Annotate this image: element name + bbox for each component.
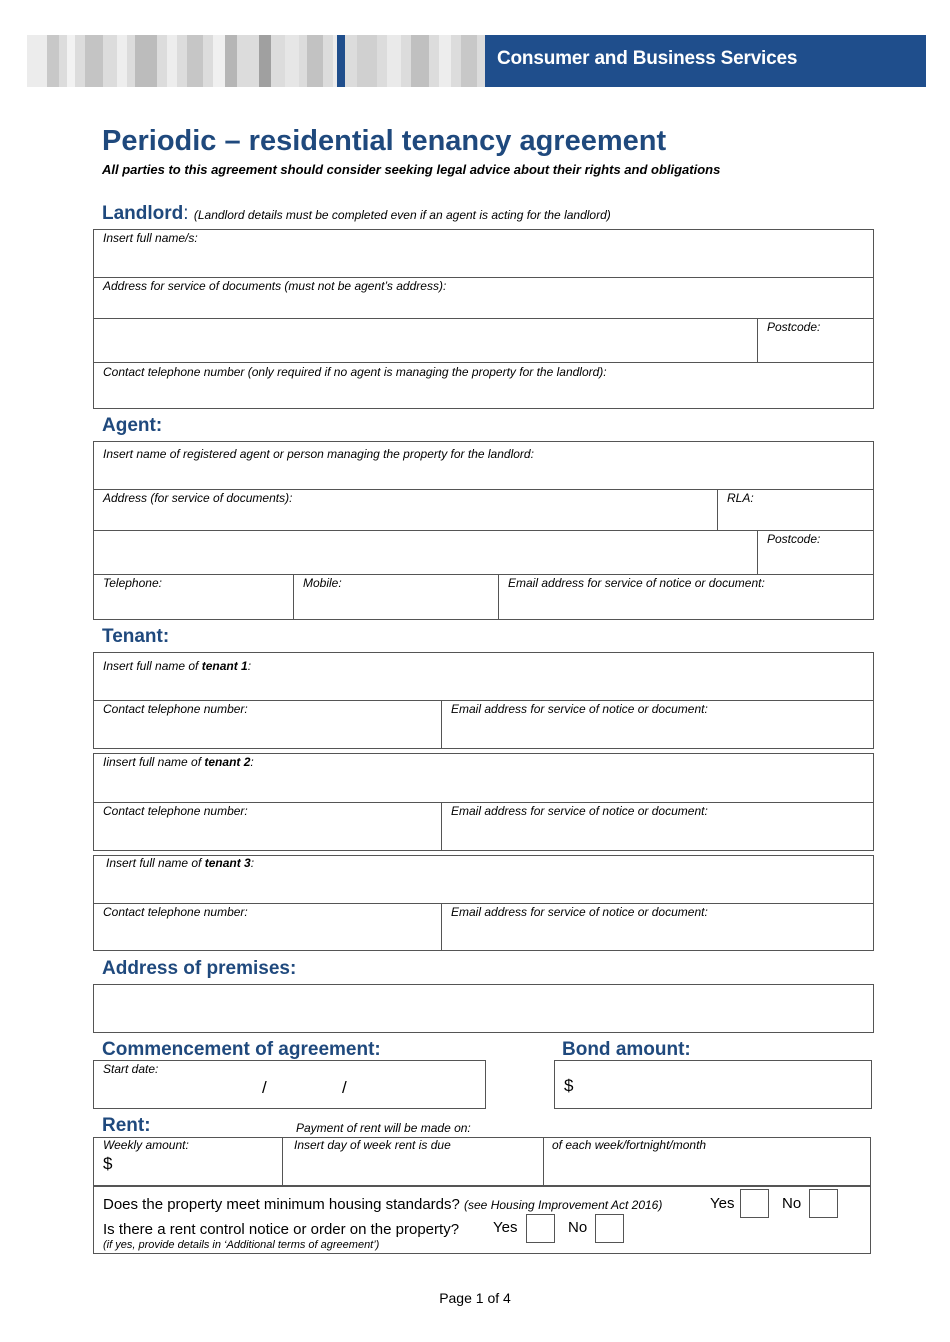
tenant-3-name-field[interactable]: Insert full name of tenant 3: xyxy=(106,856,255,870)
q1-yes-checkbox[interactable] xyxy=(740,1189,769,1218)
q2-no-checkbox[interactable] xyxy=(595,1214,624,1243)
agent-address-field[interactable]: Address (for service of documents): xyxy=(103,491,293,505)
commencement-heading: Commencement of agreement: xyxy=(102,1039,381,1060)
tenant-1-email-field[interactable]: Email address for service of notice or document: xyxy=(451,702,708,716)
start-date-label: Start date: xyxy=(103,1062,159,1076)
landlord-heading-text: Landlord xyxy=(102,203,184,224)
page-number: Page 1 of 4 xyxy=(439,1290,511,1306)
agent-rla-field[interactable]: RLA: xyxy=(727,491,754,505)
question-rent-control-note: (if yes, provide details in ‘Additional terms of agreement’) xyxy=(103,1239,380,1251)
question-rent-control: Is there a rent control notice or order on the property? xyxy=(103,1221,460,1238)
bond-currency: $ xyxy=(564,1076,574,1095)
agent-heading: Agent: xyxy=(102,415,163,436)
rent-day-due-field[interactable]: Insert day of week rent is due xyxy=(294,1138,451,1152)
tenant-1-name-field[interactable]: Insert full name of tenant 1: xyxy=(103,659,252,673)
agent-postcode-field[interactable]: Postcode: xyxy=(767,532,821,546)
rent-weekly-field[interactable]: $ xyxy=(103,1154,113,1173)
landlord-address-field[interactable]: Address for service of documents (must not be agent’s address): xyxy=(103,279,447,293)
landlord-phone-field[interactable]: Contact telephone number (only required if no agent is managing the property for the landlord): xyxy=(103,365,607,379)
tenant-2-email-field[interactable]: Email address for service of notice or document: xyxy=(451,804,708,818)
tenant-heading: Tenant: xyxy=(102,626,170,647)
page-title: Periodic – residential tenancy agreement xyxy=(102,125,667,157)
landlord-postcode-field[interactable]: Postcode: xyxy=(767,320,821,334)
q1-no-checkbox[interactable] xyxy=(809,1189,838,1218)
landlord-note: (Landlord details must be completed even if an agent is acting for the landlord) xyxy=(193,208,611,222)
date-separator-2: / xyxy=(342,1078,347,1097)
question-housing-standards: Does the property meet minimum housing standards? (see Housing Improvement Act 2016) xyxy=(103,1196,663,1213)
q2-yes-label: Yes xyxy=(493,1219,518,1236)
agent-name-field[interactable]: Insert name of registered agent or person managing the property for the landlord: xyxy=(103,447,534,461)
agent-email-field[interactable]: Email address for service of notice or document: xyxy=(508,576,765,590)
landlord-name-field[interactable]: Insert full name/s: xyxy=(103,231,198,245)
bond-heading: Bond amount: xyxy=(562,1039,691,1060)
rent-box xyxy=(93,1137,871,1186)
bond-amount-field[interactable] xyxy=(554,1060,872,1109)
q1-no-label: No xyxy=(782,1195,802,1212)
header-banner-stripes xyxy=(27,35,485,87)
premises-address-field[interactable] xyxy=(93,984,874,1033)
q2-yes-checkbox[interactable] xyxy=(526,1214,555,1243)
rent-period-field[interactable]: of each week/fortnight/month xyxy=(552,1138,707,1152)
rent-payment-note: Payment of rent will be made on: xyxy=(296,1121,471,1135)
agent-mobile-field[interactable]: Mobile: xyxy=(303,576,342,590)
agent-telephone-field[interactable]: Telephone: xyxy=(103,576,162,590)
page-subtitle: All parties to this agreement should consider seeking legal advice about their rights and obligations xyxy=(102,162,721,177)
brand-name: Consumer and Business Services xyxy=(497,48,798,69)
tenant-2-name-field[interactable]: Iinsert full name of tenant 2: xyxy=(103,755,254,769)
q2-no-label: No xyxy=(568,1219,588,1236)
tenant-2-phone-field[interactable]: Contact telephone number: xyxy=(103,804,248,818)
rent-heading: Rent: xyxy=(102,1115,151,1136)
tenant-3-email-field[interactable]: Email address for service of notice or document: xyxy=(451,905,708,919)
premises-heading: Address of premises: xyxy=(102,958,297,979)
landlord-heading: Landlord: (Landlord details must be completed even if an agent is acting for the landlord) xyxy=(102,203,611,224)
tenant-3-phone-field[interactable]: Contact telephone number: xyxy=(103,905,248,919)
tenant-1-phone-field[interactable]: Contact telephone number: xyxy=(103,702,248,716)
date-separator-1: / xyxy=(262,1078,267,1097)
rent-weekly-label: Weekly amount: xyxy=(103,1138,189,1152)
q1-yes-label: Yes xyxy=(710,1195,735,1212)
